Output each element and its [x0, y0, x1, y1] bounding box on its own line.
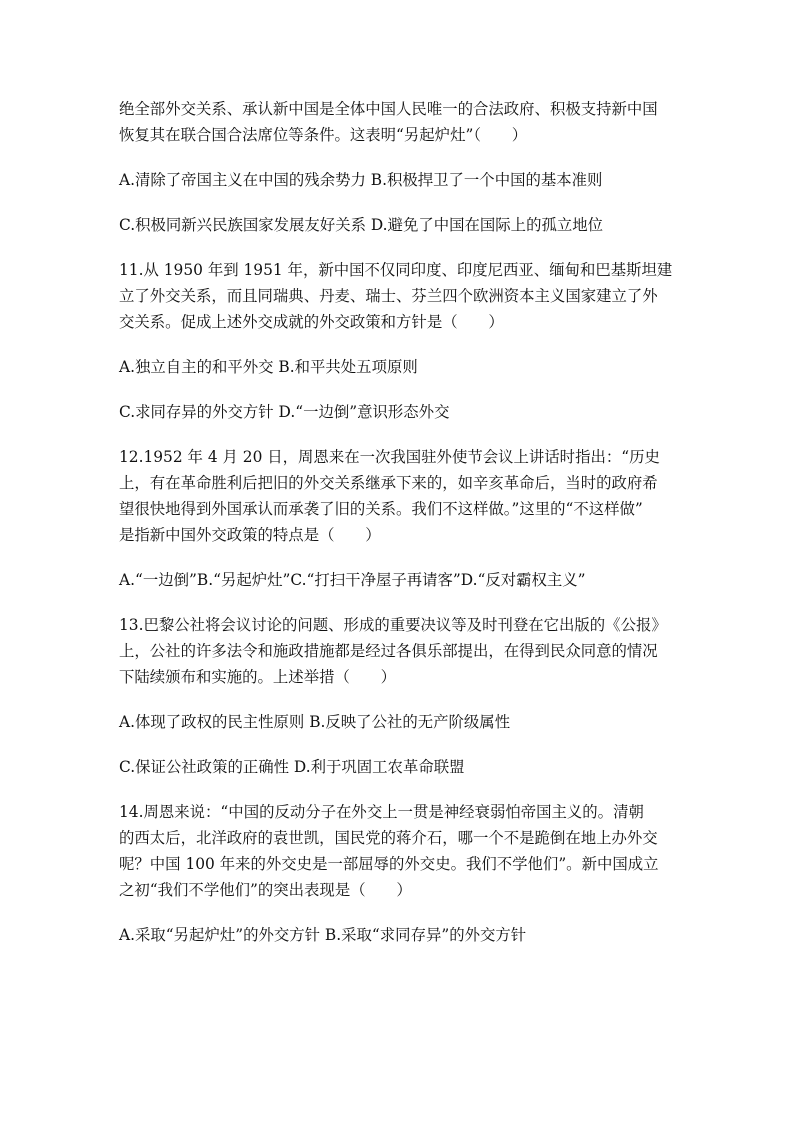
text-line: 14.周恩来说：“中国的反动分子在外交上一贯是神经衰弱怕帝国主义的。清朝	[119, 803, 644, 821]
text-line: 是指新中国外交政策的特点是（ ）	[119, 526, 381, 544]
text-line: 交关系。促成上述外交成就的外交政策和方针是（ ）	[119, 313, 504, 331]
text-line: A.采取“另起炉灶”的外交方针 B.采取“求同存异”的外交方针	[119, 926, 527, 944]
text-line: 立了外交关系，而且同瑞典、丹麦、瑞士、芬兰四个欧洲资本主义国家建立了外	[119, 287, 658, 305]
text-line: C.求同存异的外交方针 D.“一边倒”意识形态外交	[119, 403, 450, 421]
text-line: 12.1952 年 4 月 20 日，周恩来在一次我国驻外使节会议上讲话时指出：“历史	[119, 448, 660, 466]
q13-options-ab	[119, 709, 679, 735]
text-line: A.“一边倒”B.“另起炉灶”C.“打扫干净屋子再请客”D.“反对霸权主义”	[119, 571, 586, 589]
text-line: A.独立自主的和平外交 B.和平共处五项原则	[119, 358, 418, 376]
text-line: 绝全部外交关系、承认新中国是全体中国人民唯一的合法政府、积极支持新中国	[119, 100, 658, 118]
q11-options-ab	[119, 354, 679, 380]
q12-options	[119, 567, 679, 593]
text-line: 13.巴黎公社将会议讨论的问题、形成的重要决议等及时刊登在它出版的《公报》	[119, 616, 667, 634]
q11-stem	[119, 257, 679, 335]
text-line: 呢？中国 100 年来的外交史是一部屈辱的外交史。我们不学他们”。新中国成立	[119, 855, 659, 873]
q13-options-cd	[119, 754, 679, 780]
text-line: 上，有在革命胜利后把旧的外交关系继承下来的，如辛亥革命后，当时的政府希	[119, 474, 658, 492]
text-line: 恢复其在联合国合法席位等条件。这表明“另起炉灶”（ ）	[119, 126, 528, 144]
q10-options-cd	[119, 212, 679, 238]
text-line: C.保证公社政策的正确性 D.利于巩固工农革命联盟	[119, 758, 465, 776]
q11-options-cd	[119, 399, 679, 425]
text-line: 望很快地得到外国承认而承袭了旧的关系。我们不这样做。”这里的“不这样做”	[119, 500, 643, 518]
q14-options-ab	[119, 922, 679, 948]
text-line: 之初“我们不学他们”的突出表现是（ ）	[119, 881, 412, 899]
q13-stem	[119, 612, 679, 690]
text-line: A.体现了政权的民主性原则 B.反映了公社的无产阶级属性	[119, 713, 511, 731]
text-line: C.积极同新兴民族国家发展友好关系 D.避免了中国在国际上的孤立地位	[119, 216, 604, 234]
q14-stem	[119, 799, 679, 903]
text-line: A.清除了帝国主义在中国的残余势力 B.积极捍卫了一个中国的基本准则	[119, 171, 603, 189]
q12-stem	[119, 444, 679, 548]
q10-options-ab	[119, 167, 679, 193]
text-line: 下陆续颁布和实施的。上述举措（ ）	[119, 668, 397, 686]
q10-stem	[119, 96, 679, 148]
text-line: 11.从 1950 年到 1951 年，新中国不仅同印度、印度尼西亚、缅甸和巴基斯坦建	[119, 261, 673, 279]
text-line: 上，公社的许多法令和施政措施都是经过各俱乐部提出，在得到民众同意的情况	[119, 642, 658, 660]
document-page	[119, 96, 679, 948]
text-line: 的西太后，北洋政府的袁世凯，国民党的蒋介石，哪一个不是跪倒在地上办外交	[119, 829, 658, 847]
